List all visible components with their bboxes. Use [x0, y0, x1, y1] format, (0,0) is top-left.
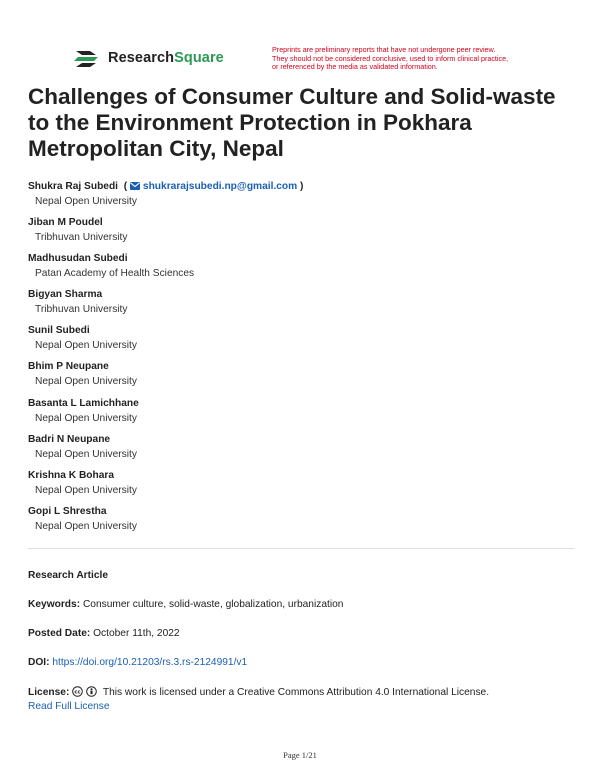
author-list: [28, 180, 576, 541]
author-name: Bigyan Sharma: [28, 289, 103, 301]
disclaimer-line: or referenced by the media as validated information.: [272, 62, 438, 72]
author-affiliation: Nepal Open University: [35, 340, 137, 352]
author-name: Gopi L Shrestha: [28, 505, 107, 517]
disclaimer-line: They should not be considered conclusive, used to inform clinical practice,: [272, 53, 509, 63]
author-email-link[interactable]: shukrarajsubedi.np@gmail.com: [142, 181, 298, 192]
author-affiliation: Nepal Open University: [35, 412, 137, 424]
author-entry: [28, 216, 576, 252]
author-entry: [28, 469, 576, 505]
posted-date-value: October 11th, 2022: [93, 628, 180, 639]
author-entry: [28, 433, 576, 469]
author-name: Madhusudan Subedi: [28, 253, 128, 265]
author-entry: [28, 180, 576, 216]
author-entry: [28, 397, 576, 433]
logo-name: Research: [108, 50, 175, 66]
keywords-label: Keywords:: [28, 599, 81, 610]
author-entry: [28, 324, 576, 360]
author-entry: [28, 505, 576, 541]
keywords-value: Consumer culture, solid-waste, globalization, urbanization: [82, 599, 344, 610]
posted-date-row: [28, 627, 576, 641]
author-affiliation: Tribhuvan University: [35, 304, 128, 316]
section-divider: [28, 548, 574, 549]
read-full-license-link[interactable]: Read Full License: [28, 701, 110, 712]
preprint-disclaimer: [272, 46, 542, 72]
research-square-logo[interactable]: [74, 47, 224, 69]
doi-label: DOI:: [28, 657, 50, 668]
paper-title: Challenges of Consumer Culture and Solid-waste to the Environment Protection in Pokhara Metropolitan City, Nepal: [28, 84, 556, 161]
posted-date-label: Posted Date:: [28, 628, 91, 639]
author-name: Shukra Raj Subedi: [28, 181, 119, 192]
author-name: Sunil Subedi: [28, 325, 90, 337]
author-name: Bhim P Neupane: [28, 361, 109, 373]
article-type: [28, 569, 576, 583]
logo-name-accent: Square: [174, 50, 224, 66]
author-affiliation: Nepal Open University: [35, 520, 137, 532]
license-row: [28, 686, 576, 714]
logo-wordmark: [108, 50, 224, 66]
author-affiliation: Tribhuvan University: [35, 232, 128, 244]
license-text: This work is licensed under a Creative Commons Attribution 4.0 International License.: [102, 687, 490, 698]
page-number: Page 1/21: [283, 750, 317, 760]
author-affiliation: Nepal Open University: [35, 196, 137, 207]
doi-row: [28, 656, 576, 670]
author-name: Badri N Neupane: [28, 433, 111, 445]
author-name: Krishna K Bohara: [28, 469, 115, 481]
keywords-row: [28, 598, 576, 612]
doi-link[interactable]: https://doi.org/10.21203/rs.3.rs-2124991/v1: [52, 657, 248, 668]
cc-icon: [72, 686, 83, 697]
preprint-header: [0, 0, 600, 80]
author-name: Jiban M Poudel: [28, 217, 103, 229]
author-entry: [28, 288, 576, 324]
mail-icon: [130, 182, 140, 190]
article-type-label: Research Article: [28, 570, 109, 581]
author-affiliation: Nepal Open University: [35, 448, 137, 460]
by-icon: [86, 686, 97, 697]
author-name: Basanta L Lamichhane: [28, 397, 139, 409]
author-affiliation: Nepal Open University: [35, 484, 137, 496]
svg-text:cc: cc: [74, 689, 81, 696]
license-label: License:: [28, 687, 70, 698]
author-affiliation: Nepal Open University: [35, 376, 137, 388]
author-entry: [28, 360, 576, 396]
author-email-wrapper: ( shukrarajsubedi.np@gmail.com ): [120, 181, 304, 192]
author-affiliation: Patan Academy of Health Sciences: [35, 268, 195, 280]
research-square-logo-icon: [74, 47, 100, 69]
disclaimer-line: Preprints are preliminary reports that have not undergone peer review.: [272, 45, 496, 54]
author-entry: [28, 252, 576, 288]
